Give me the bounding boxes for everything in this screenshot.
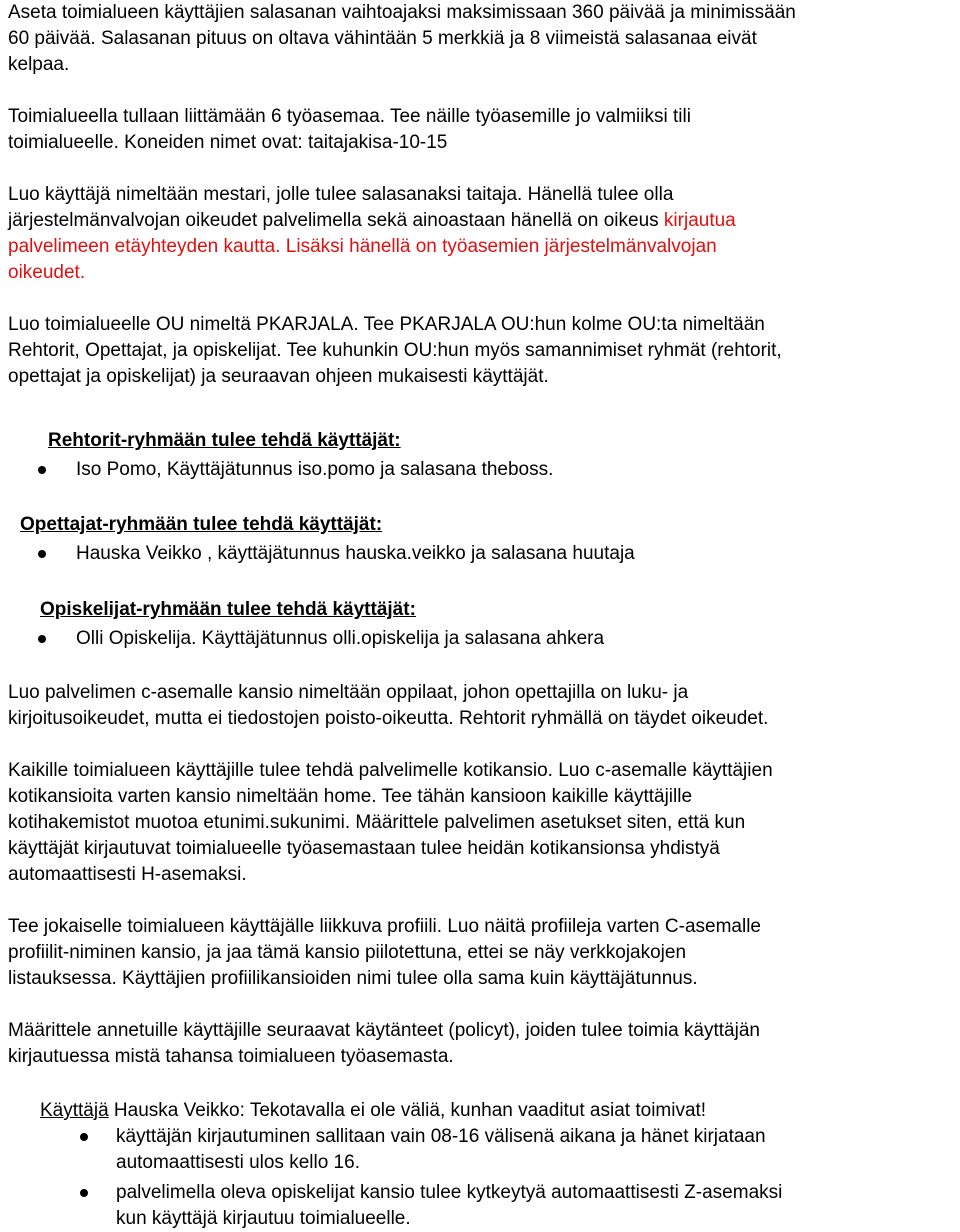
document-page: [8, 0, 956, 1232]
text-line: automaattisesti H-asemaksi.: [8, 864, 247, 885]
heading-opettajat: [8, 512, 956, 538]
list-item: [8, 626, 956, 652]
text-line: Luo toimialueelle OU nimeltä PKARJALA. Tee PKARJALA OU:hun kolme OU:ta nimeltään: [8, 314, 765, 335]
list-item: [8, 457, 956, 483]
text-line: profiilit-niminen kansio, ja jaa tämä kansio piilotettuna, ettei se näy verkkojakojen: [8, 942, 687, 963]
text-line: käyttäjät kirjautuvat toimialueelle työasemastaan tulee heidän kotikansionsa yhdistyä: [8, 838, 720, 859]
text-line: kotikansioita varten kansio nimeltään home. Tee tähän kansioon kaikille käyttäjille: [8, 786, 693, 807]
paragraph-admin-user: [8, 182, 956, 286]
list-item-text: palvelimella oleva opiskelijat kansio tulee kytkeytyä automaattisesti Z-asemaksi: [116, 1182, 783, 1203]
list-item-text: automaattisesti ulos kello 16.: [116, 1152, 360, 1173]
text-line: Aseta toimialueen käyttäjien salasanan vaihtoajaksi maksimissaan 360 päivää ja minimissään: [8, 2, 796, 23]
list-item-text: Hauska Veikko , käyttäjätunnus hauska.veikko ja salasana huutaja: [76, 543, 635, 564]
text-line: Toimialueella tullaan liittämään 6 työasemaa. Tee näille työasemille jo valmiiksi tili: [8, 106, 691, 127]
text-line: kelpaa.: [8, 54, 70, 75]
paragraph-roaming-profiles: [8, 914, 956, 992]
heading-text: Opettajat-ryhmään tulee tehdä käyttäjät:: [20, 514, 383, 535]
text-line: kotihakemistot muotoa etunimi.sukunimi. Määrittele palvelimen asetukset siten, että kun: [8, 812, 746, 833]
paragraph-home-folders: [8, 758, 956, 888]
heading-text: Rehtorit-ryhmään tulee tehdä käyttäjät:: [48, 430, 401, 451]
text-line: kirjautuessa mistä tahansa toimialueen työasemasta.: [8, 1046, 454, 1067]
text-line: kirjoitusoikeudet, mutta ei tiedostojen poisto-oikeutta. Rehtorit ryhmällä on täydet oikeudet.: [8, 708, 769, 729]
text-line: listauksessa. Käyttäjien profiilikansioiden nimi tulee olla sama kuin käyttäjätunnus.: [8, 968, 698, 989]
text-line: Luo käyttäjä nimeltään mestari, jolle tulee salasanaksi taitaja. Hänellä tulee olla: [8, 184, 674, 205]
paragraph-workstations: [8, 104, 956, 156]
list-item-text: Iso Pomo, Käyttäjätunnus iso.pomo ja salasana theboss.: [76, 459, 554, 480]
red-text: kirjautua: [663, 210, 736, 231]
list-item: [8, 1180, 956, 1232]
red-text: palvelimeen etäyhteyden kautta. Lisäksi hänellä on työasemien järjestelmänvalvojan: [8, 236, 717, 257]
list-item-text: käyttäjän kirjautuminen sallitaan vain 08-16 välisenä aikana ja hänet kirjataan: [116, 1126, 766, 1147]
text-line: 60 päivää. Salasanan pituus on oltava vähintään 5 merkkiä ja 8 viimeistä salasanaa eivät: [8, 28, 757, 49]
text-line: Rehtorit, Opettajat, ja opiskelijat. Tee kuhunkin OU:hun myös samannimiset ryhmät (rehtorit,: [8, 340, 782, 361]
list-item-text: Olli Opiskelija. Käyttäjätunnus olli.opiskelija ja salasana ahkera: [76, 628, 605, 649]
policy-heading-text: Hauska Veikko: Tekotavalla ei ole väliä, kunhan vaaditut asiat toimivat!: [108, 1100, 707, 1121]
heading-rehtorit: [8, 428, 956, 454]
paragraph-policies: [8, 1018, 956, 1070]
paragraph-password-policy: [8, 0, 956, 78]
paragraph-shared-folder: [8, 680, 956, 732]
list-item-text: kun käyttäjä kirjautuu toimialueelle.: [116, 1208, 411, 1229]
list-item: [8, 1124, 956, 1176]
policy-label: Käyttäjä: [40, 1100, 109, 1121]
text-line: Tee jokaiselle toimialueen käyttäjälle liikkuva profiili. Luo näitä profiileja varten C-asemalle: [8, 916, 761, 937]
text-line: järjestelmänvalvojan oikeudet palvelimella sekä ainoastaan hänellä on oikeus: [8, 210, 664, 231]
policy-heading: [8, 1098, 956, 1124]
text-line: toimialueelle. Koneiden nimet ovat: taitajakisa-10-15: [8, 132, 448, 153]
heading-opiskelijat: [8, 597, 956, 623]
list-item: [8, 541, 956, 567]
text-line: opettajat ja opiskelijat) ja seuraavan ohjeen mukaisesti käyttäjät.: [8, 366, 549, 387]
red-text: oikeudet.: [8, 262, 86, 283]
text-line: Määrittele annetuille käyttäjille seuraavat käytänteet (policyt), joiden tulee toimia käyttäjän: [8, 1020, 760, 1041]
text-line: Kaikille toimialueen käyttäjille tulee tehdä palvelimelle kotikansio. Luo c-asemalle käyttäjien: [8, 760, 773, 781]
text-line: Luo palvelimen c-asemalle kansio nimeltään oppilaat, johon opettajilla on luku- ja: [8, 682, 689, 703]
heading-text: Opiskelijat-ryhmään tulee tehdä käyttäjät:: [40, 599, 416, 620]
paragraph-ou-structure: [8, 312, 956, 390]
